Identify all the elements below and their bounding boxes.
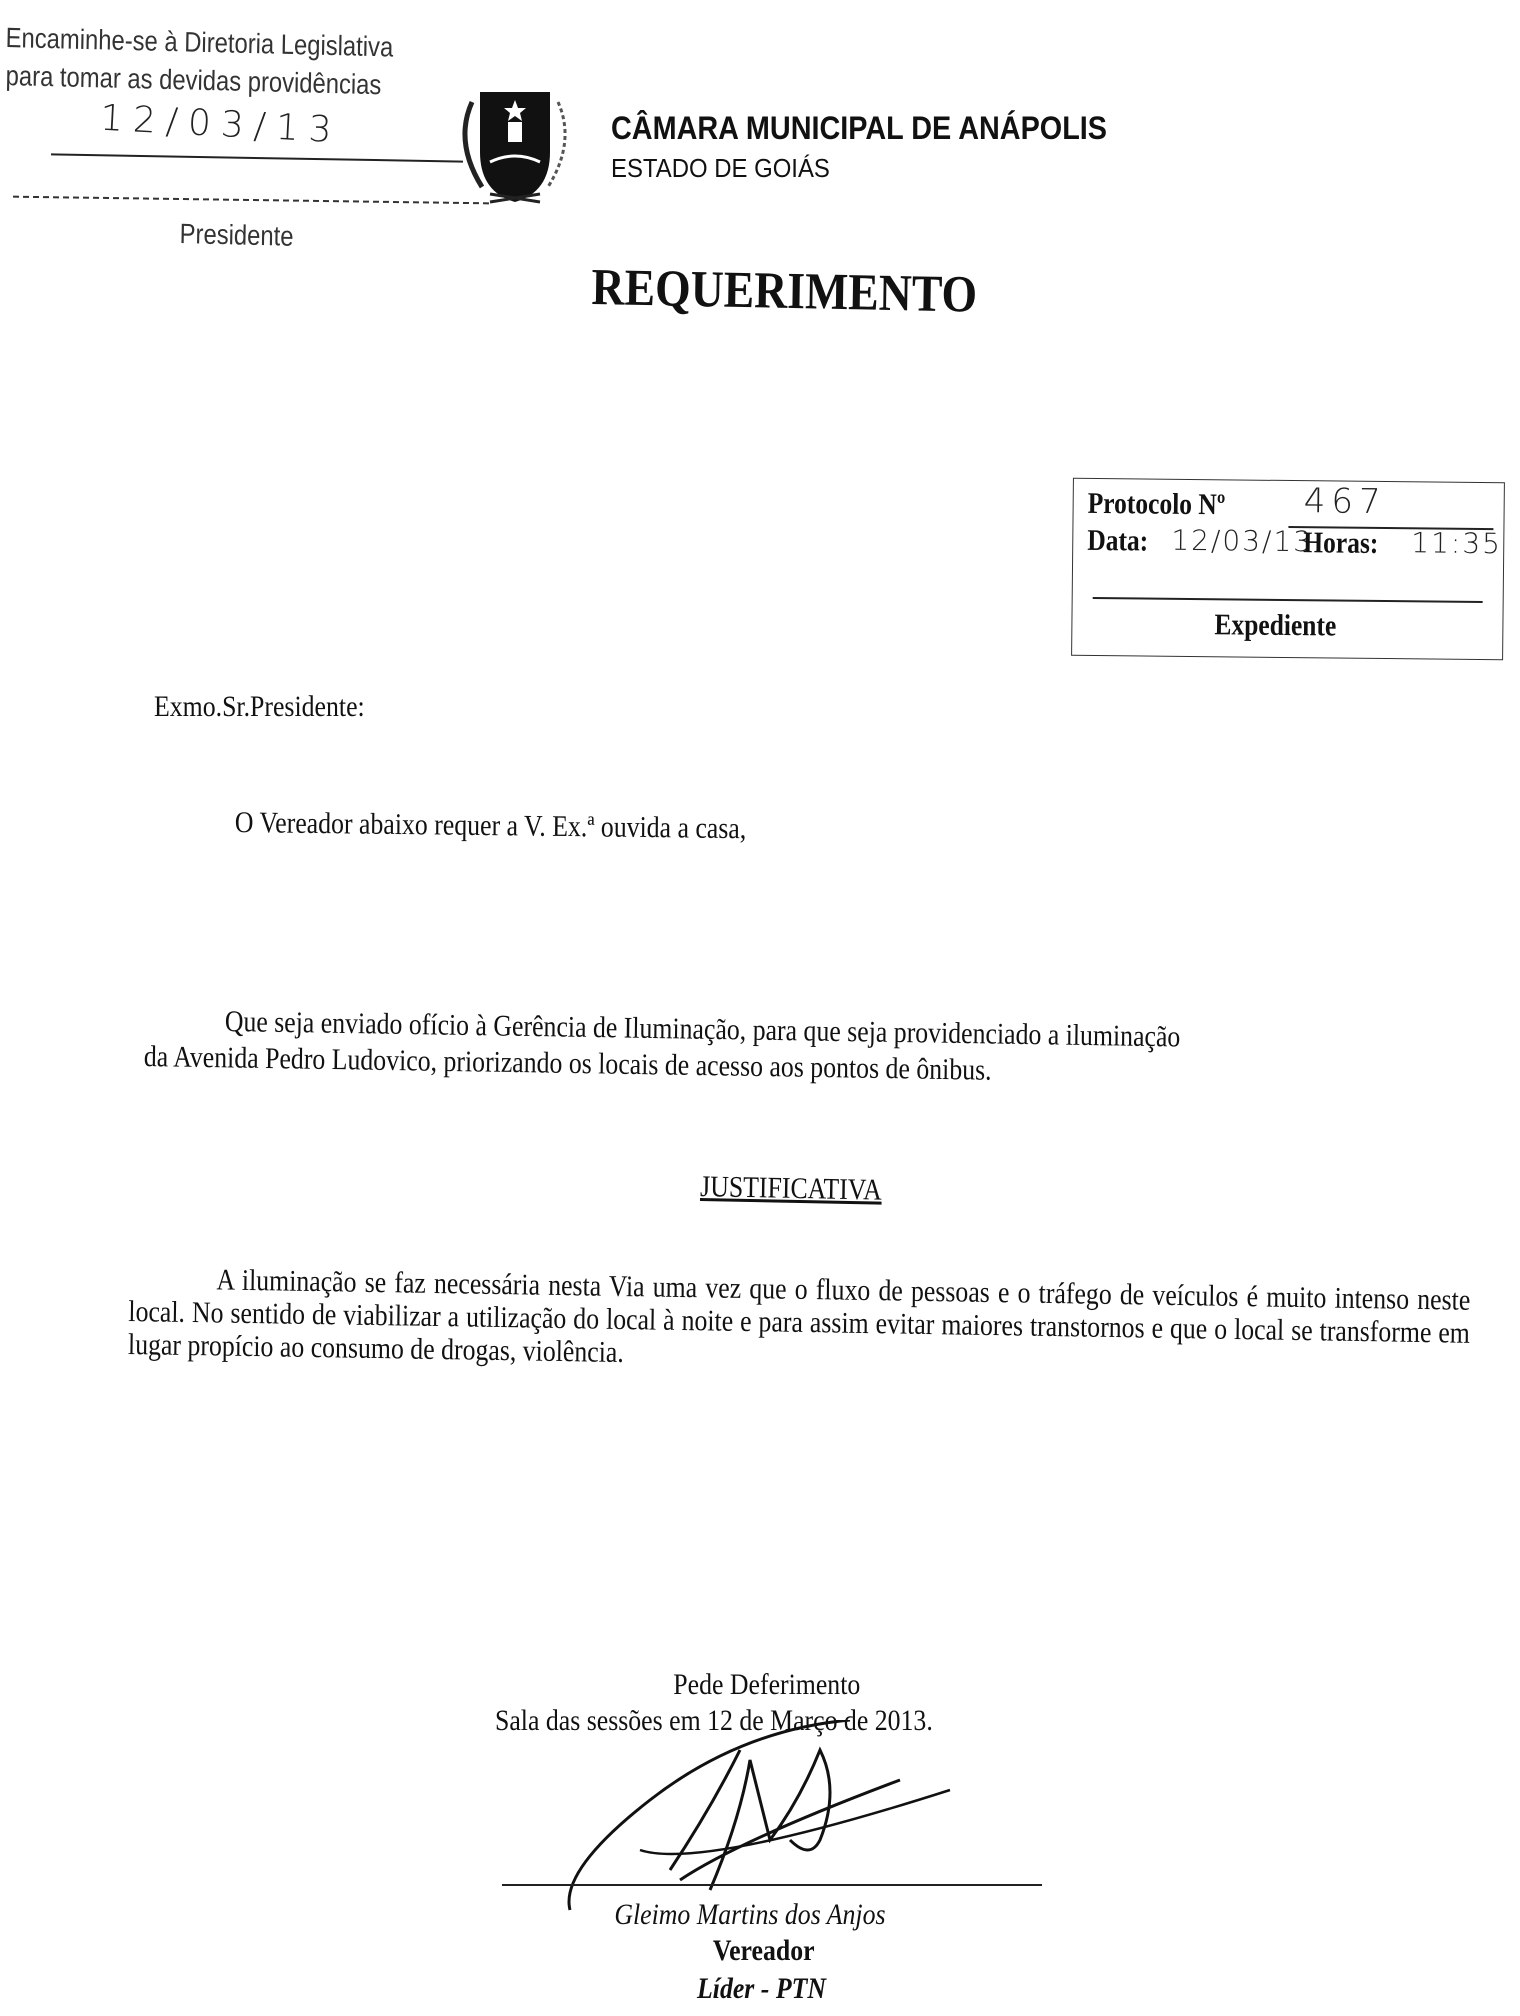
justification-heading: JUSTIFICATIVA	[699, 1170, 882, 1207]
municipal-crest-icon	[450, 82, 580, 210]
institution-name: CÂMARA MUNICIPAL DE ANÁPOLIS	[611, 110, 1107, 146]
justification-text: A iluminação se faz necessária nesta Via uma vez que o fluxo de pessoas e o tráfego de veículos é muito intenso neste local. No sentido de viabilizar a utilização do local à noite e para assim evitar maiores transtornos e que o local se transforme em lugar propício ao consumo de drogas, violência.	[127, 1263, 1471, 1370]
dispatch-signatory: Presidente	[179, 218, 294, 252]
signer-party: Líder - PTN	[697, 1972, 826, 2005]
signature-icon	[550, 1720, 1010, 1920]
protocol-date-label: Data:	[1087, 523, 1149, 558]
signer-role: Vereador	[712, 1934, 815, 1967]
protocol-section: Expediente	[1214, 608, 1337, 643]
justification-paragraph	[128, 1262, 1471, 1383]
signer-name: Gleimo Martins dos Anjos	[614, 1898, 886, 1931]
protocol-time-label: Horas:	[1303, 526, 1379, 560]
protocol-time: 11:35	[1411, 526, 1503, 561]
request-line2: da Avenida Pedro Ludovico, priorizando os locais de acesso aos pontos de ônibus.	[143, 1040, 992, 1087]
dispatch-signature-line	[13, 196, 489, 205]
protocol-date: 12/03/13	[1171, 523, 1314, 559]
dispatch-date-line	[51, 153, 463, 162]
dispatch-stamp-line2: para tomar as devidas providências	[5, 60, 382, 101]
salutation: Exmo.Sr.Presidente:	[154, 690, 365, 723]
page-title: REQUERIMENTO	[591, 258, 978, 324]
intro-text: O Vereador abaixo requer a V. Ex.ª ouvida a casa,	[234, 806, 747, 846]
dispatch-stamp-line1: Encaminhe-se à Diretoria Legislativa	[5, 22, 394, 63]
dispatch-handwritten-date: 12/03/13	[99, 97, 343, 152]
protocol-number: 467	[1303, 481, 1387, 523]
institution-state: ESTADO DE GOIÁS	[611, 153, 830, 183]
protocol-number-label: Protocolo Nº	[1087, 486, 1226, 522]
protocol-signature-line	[1093, 597, 1483, 603]
closing-request: Pede Deferimento	[673, 1668, 861, 1701]
protocol-box	[1071, 478, 1505, 661]
request-line1: Que seja enviado ofício à Gerência de Iluminação, para que seja providenciado a iluminação	[224, 1005, 1181, 1054]
closing-place-date: Sala das sessões em 12 de Março de 2013.	[495, 1704, 933, 1737]
signature-line	[502, 1884, 1042, 1886]
